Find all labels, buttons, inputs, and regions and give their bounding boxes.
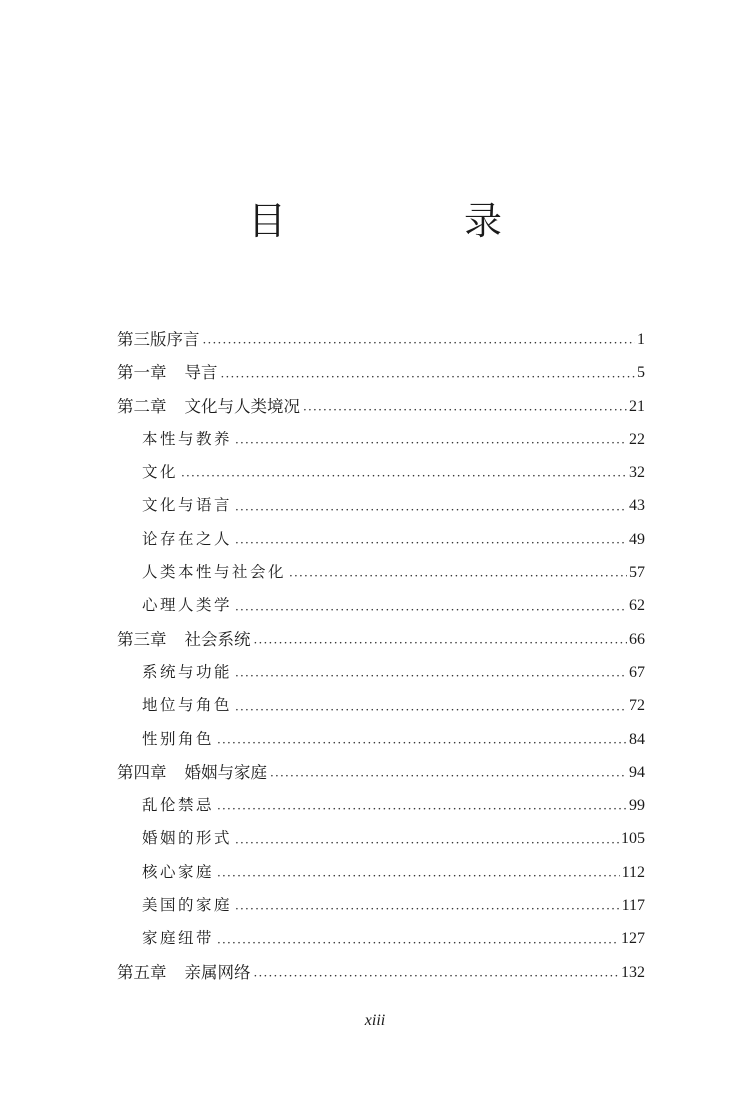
toc-page-number: 112 bbox=[621, 863, 645, 881]
toc-section-entry[interactable] bbox=[117, 689, 645, 722]
toc-page-number: 1 bbox=[637, 331, 645, 348]
dot-leader bbox=[289, 563, 627, 589]
toc-entry-label: 地位与角色 bbox=[142, 696, 233, 715]
toc-entry-label: 人类本性与社会化 bbox=[142, 563, 287, 582]
toc-page-number: 99 bbox=[629, 797, 645, 815]
toc-chapter-number: 第五章 bbox=[117, 962, 167, 982]
toc-entry-title bbox=[142, 523, 232, 556]
toc-chapter-entry[interactable] bbox=[117, 323, 645, 356]
dot-leader bbox=[303, 397, 627, 423]
toc-entry-label: 性别角色 bbox=[142, 729, 215, 748]
toc-section-entry[interactable] bbox=[117, 456, 645, 489]
toc-section-entry[interactable] bbox=[117, 922, 645, 955]
toc-entry-label: 系统与功能 bbox=[142, 662, 233, 681]
toc-entry-label: 家庭纽带 bbox=[142, 929, 215, 948]
toc-page-number: 127 bbox=[621, 930, 645, 948]
toc-entry-title bbox=[142, 656, 232, 689]
dot-leader bbox=[217, 730, 627, 756]
toc-section-entry[interactable] bbox=[117, 889, 645, 922]
dot-leader bbox=[235, 497, 627, 523]
toc-entry-title bbox=[142, 789, 214, 822]
toc-chapter-number: 第四章 bbox=[117, 762, 167, 782]
toc-page-number: 21 bbox=[629, 397, 645, 415]
toc-entry-title bbox=[142, 423, 232, 456]
toc-page-number: 66 bbox=[629, 630, 645, 648]
toc-entry-title bbox=[142, 589, 232, 622]
toc-chapter-entry[interactable] bbox=[117, 356, 645, 389]
toc-entry-title bbox=[142, 822, 232, 855]
toc-entry-title bbox=[142, 856, 214, 889]
toc-section-entry[interactable] bbox=[117, 656, 645, 689]
toc-entry-title bbox=[142, 889, 232, 922]
toc-page-number: 57 bbox=[629, 564, 645, 582]
toc-page-number: 67 bbox=[629, 663, 645, 681]
dot-leader bbox=[235, 896, 620, 922]
dot-leader bbox=[181, 463, 627, 489]
toc-page-number: 62 bbox=[629, 597, 645, 615]
toc-page-number: 117 bbox=[621, 897, 645, 915]
dot-leader bbox=[235, 430, 627, 456]
toc-entry-label: 本性与教养 bbox=[142, 429, 233, 448]
toc-page-number: 105 bbox=[621, 830, 645, 848]
toc-entry-label: 社会系统 bbox=[184, 629, 251, 649]
toc-chapter-entry[interactable] bbox=[117, 623, 645, 656]
toc-entry-label: 亲属网络 bbox=[184, 962, 251, 982]
toc-section-entry[interactable] bbox=[117, 523, 645, 556]
toc-section-entry[interactable] bbox=[117, 423, 645, 456]
toc-page-number: 32 bbox=[629, 464, 645, 482]
toc-page-number: 43 bbox=[629, 497, 645, 515]
toc-page-number: 132 bbox=[621, 963, 645, 981]
dot-leader bbox=[270, 763, 627, 789]
toc-entry-title bbox=[117, 323, 200, 356]
toc-entry-label: 乱伦禁忌 bbox=[142, 796, 215, 815]
toc-entry-title bbox=[142, 489, 232, 522]
toc-page-number: 5 bbox=[637, 364, 645, 382]
toc-page-number: 72 bbox=[629, 697, 645, 715]
toc-entry-label: 导言 bbox=[184, 363, 218, 383]
toc-entry-label: 文化与人类境况 bbox=[184, 396, 300, 416]
dot-leader bbox=[235, 597, 627, 623]
dot-leader bbox=[235, 663, 627, 689]
toc-entry-title bbox=[142, 556, 286, 589]
toc-entry-label: 论存在之人 bbox=[142, 529, 233, 548]
toc-entry-title bbox=[142, 456, 178, 489]
toc-section-entry[interactable] bbox=[117, 723, 645, 756]
page-title: 目 录 bbox=[247, 199, 572, 243]
dot-leader bbox=[203, 330, 636, 356]
toc-entry-label: 核心家庭 bbox=[142, 862, 215, 881]
dot-leader bbox=[254, 963, 620, 989]
toc-page-number: 49 bbox=[629, 530, 645, 548]
toc-section-entry[interactable] bbox=[117, 789, 645, 822]
toc-entry-label: 文化与语言 bbox=[142, 496, 233, 515]
toc-entry-label: 美国的家庭 bbox=[142, 896, 233, 915]
toc-entry-title bbox=[117, 356, 218, 389]
toc-chapter-number: 第三章 bbox=[117, 629, 167, 649]
toc-entry-label: 第三版序言 bbox=[117, 330, 200, 349]
toc-section-entry[interactable] bbox=[117, 589, 645, 622]
dot-leader bbox=[217, 863, 620, 889]
dot-leader bbox=[254, 630, 628, 656]
toc-entry-title bbox=[117, 623, 251, 656]
toc-section-entry[interactable] bbox=[117, 556, 645, 589]
page-folio: xiii bbox=[364, 1012, 386, 1029]
table-of-contents bbox=[117, 323, 645, 989]
toc-entry-title bbox=[142, 689, 232, 722]
toc-section-entry[interactable] bbox=[117, 856, 645, 889]
toc-section-entry[interactable] bbox=[117, 822, 645, 855]
toc-chapter-entry[interactable] bbox=[117, 756, 645, 789]
toc-section-entry[interactable] bbox=[117, 489, 645, 522]
dot-leader bbox=[235, 530, 627, 556]
toc-entry-title bbox=[117, 956, 251, 989]
toc-chapter-number: 第一章 bbox=[117, 363, 167, 383]
toc-entry-title bbox=[142, 723, 214, 756]
dot-leader bbox=[221, 364, 636, 390]
dot-leader bbox=[235, 830, 619, 856]
toc-entry-label: 婚姻与家庭 bbox=[184, 762, 267, 782]
toc-page-number: 84 bbox=[629, 730, 645, 748]
toc-entry-title bbox=[117, 756, 267, 789]
toc-entry-label: 文化 bbox=[142, 463, 179, 482]
dot-leader bbox=[235, 697, 627, 723]
toc-entry-title bbox=[142, 922, 214, 955]
toc-chapter-entry[interactable] bbox=[117, 390, 645, 423]
toc-page-number: 94 bbox=[629, 763, 645, 781]
toc-page-number: 22 bbox=[629, 430, 645, 448]
toc-chapter-entry[interactable] bbox=[117, 956, 645, 989]
toc-chapter-number: 第二章 bbox=[117, 396, 167, 416]
toc-entry-label: 婚姻的形式 bbox=[142, 829, 233, 848]
dot-leader bbox=[217, 796, 627, 822]
toc-entry-title bbox=[117, 390, 300, 423]
dot-leader bbox=[217, 930, 619, 956]
toc-entry-label: 心理人类学 bbox=[142, 596, 233, 615]
